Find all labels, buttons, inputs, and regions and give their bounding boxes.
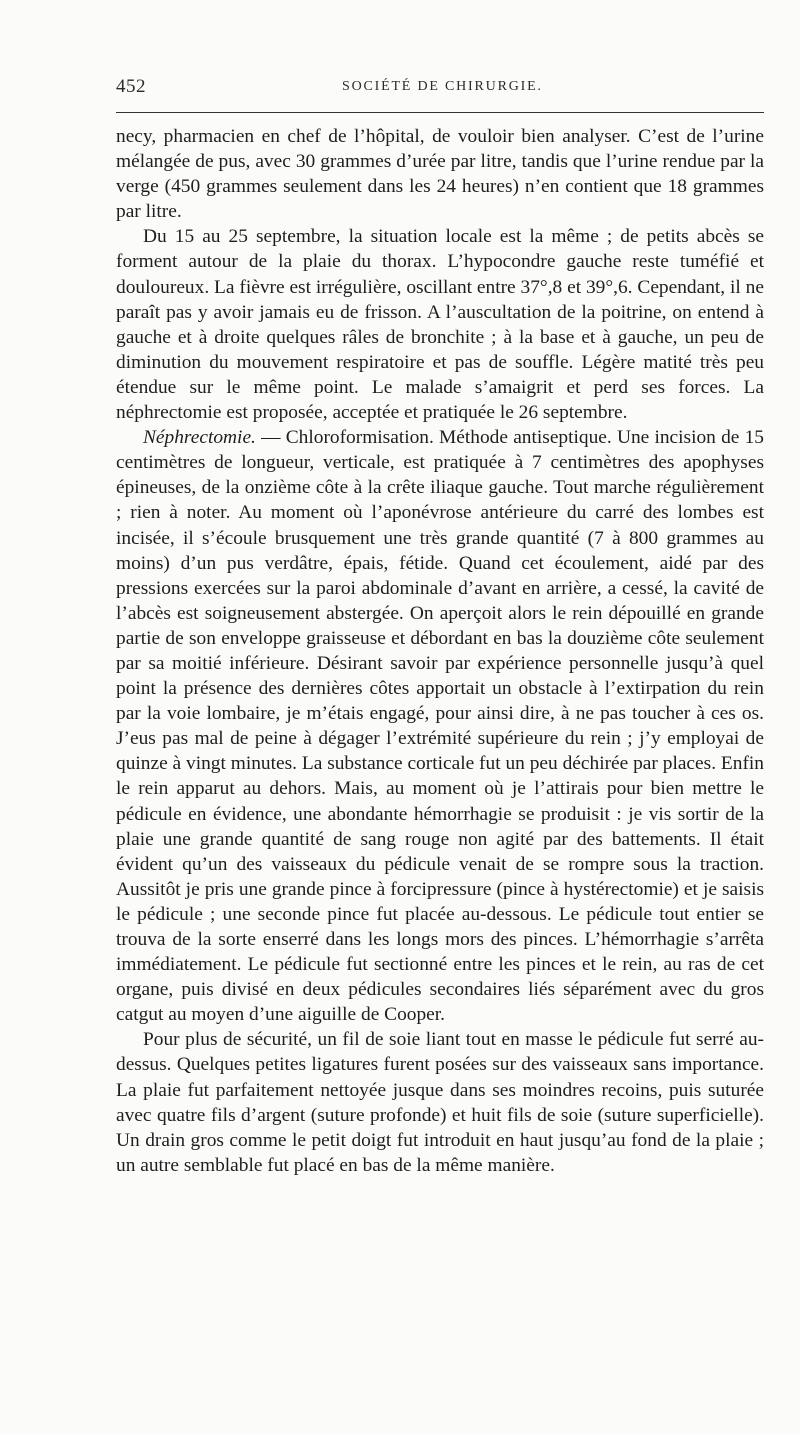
- paragraph-continuation: necy, pharmacien en chef de l’hôpital, de vouloir bien analyser. C’est de l’urine mélangée de pus, avec 30 grammes d’urée par litre, tandis que l’urine rendue par la verge (450 grammes seulement dans les 24 heures) n’en contient que 18 grammes par litre.: [116, 126, 764, 223]
- paragraph-nephrectomy: [116, 425, 764, 1027]
- page-number: 452: [116, 76, 146, 97]
- paragraph-closure: Pour plus de sécurité, un fil de soie liant tout en masse le pédicule fut serré au-dessus. Quelques petites ligatures furent posées sur des vaisseaux sans importance. La plaie fut parfaitement nettoyée jusque dans ses moindres recoins, puis suturée avec quatre fils d’argent (suture profonde) et huit fils de soie (suture superficielle). Un drain gros comme le petit doigt fut introduit en haut jusqu’au fond de la plaie ; un autre semblable fut placé en bas de la même manière.: [116, 1029, 764, 1176]
- page-header: [116, 74, 764, 104]
- section-heading-nephrectomy: Néphrectomie.: [143, 427, 256, 449]
- paragraph-nephrectomy-text: — Chloroformisation. Méthode antiseptique. Une incision de 15 centimètres de longueur, verticale, est pratiquée à 7 centimètres des apophyses épineuses, de la onzième côte à la crête iliaque gauche. Tout marche régulièrement ; rien à noter. Au moment où l’aponévrose antérieure du carré des lombes est incisée, il s’écoule brusquement une très grande quantité (7 à 800 grammes au moins) d’un pus verdâtre, épais, fétide. Quand cet écoulement, aidé par des pressions exercées sur la paroi abdominale d’avant en arrière, a cessé, la cavité de l’abcès est soigneusement abstergée. On aperçoit alors le rein dépouillé en grande partie de son enveloppe graisseuse et débordant en bas la douzième côte seulement par sa moitié inférieure. Désirant savoir par expérience personnelle jusqu’à quel point la présence des dernières côtes apportait un obstacle à l’extirpation du rein par la voie lombaire, je m’étais engagé, pour ainsi dire, à ne pas toucher à ces os. J’eus pas mal de peine à dégager l’extrémité supérieure du rein ; j’y employai de quinze à vingt minutes. La substance corticale fut un peu déchirée par places. Enfin le rein apparut au dehors. Mais, au moment où je l’attirais pour bien mettre le pédicule en évidence, une abondante hémorrhagie se produisit : je vis sortir de la plaie une grande quantité de sang rouge non agité par des battements. Il était évident qu’un des vaisseaux du pédicule venait de se rompre sous la traction. Aussitôt je pris une grande pince à forcipressure (pince à hystérectomie) et je saisis le pédicule ; une seconde pince fut placée au-dessous. Le pédicule tout entier se trouva de la sorte enserré dans les longs mors des pinces. L’hémorrhagie s’arrêta immédiatement. Le pédicule fut sectionné entre les pinces et le rein, au ras de cet organe, puis divisé en deux pédicules secondaires liés séparément avec du gros catgut au moyen d’une aiguille de Cooper.: [116, 427, 764, 1026]
- paragraph-clinical-course: Du 15 au 25 septembre, la situation locale est la même ; de petits abcès se forment autour de la plaie du thorax. L’hypocondre gauche reste tuméfié et douloureux. La fièvre est irrégulière, oscillant entre 37°,8 et 39°,6. Cependant, il ne paraît pas y avoir jamais eu de frisson. A l’auscultation de la poitrine, on entend à gauche et à droite quelques râles de bronchite ; à la base et à gauche, un peu de diminution du mouvement respiratoire et pas de souffle. Légère matité très peu étendue sur le même point. Le malade s’amaigrit et perd ses forces. La néphrectomie est proposée, acceptée et pratiquée le 26 septembre.: [116, 226, 764, 424]
- running-title: SOCIÉTÉ DE CHIRURGIE.: [342, 79, 543, 94]
- header-rule: [116, 112, 764, 113]
- body-text: [116, 124, 764, 1178]
